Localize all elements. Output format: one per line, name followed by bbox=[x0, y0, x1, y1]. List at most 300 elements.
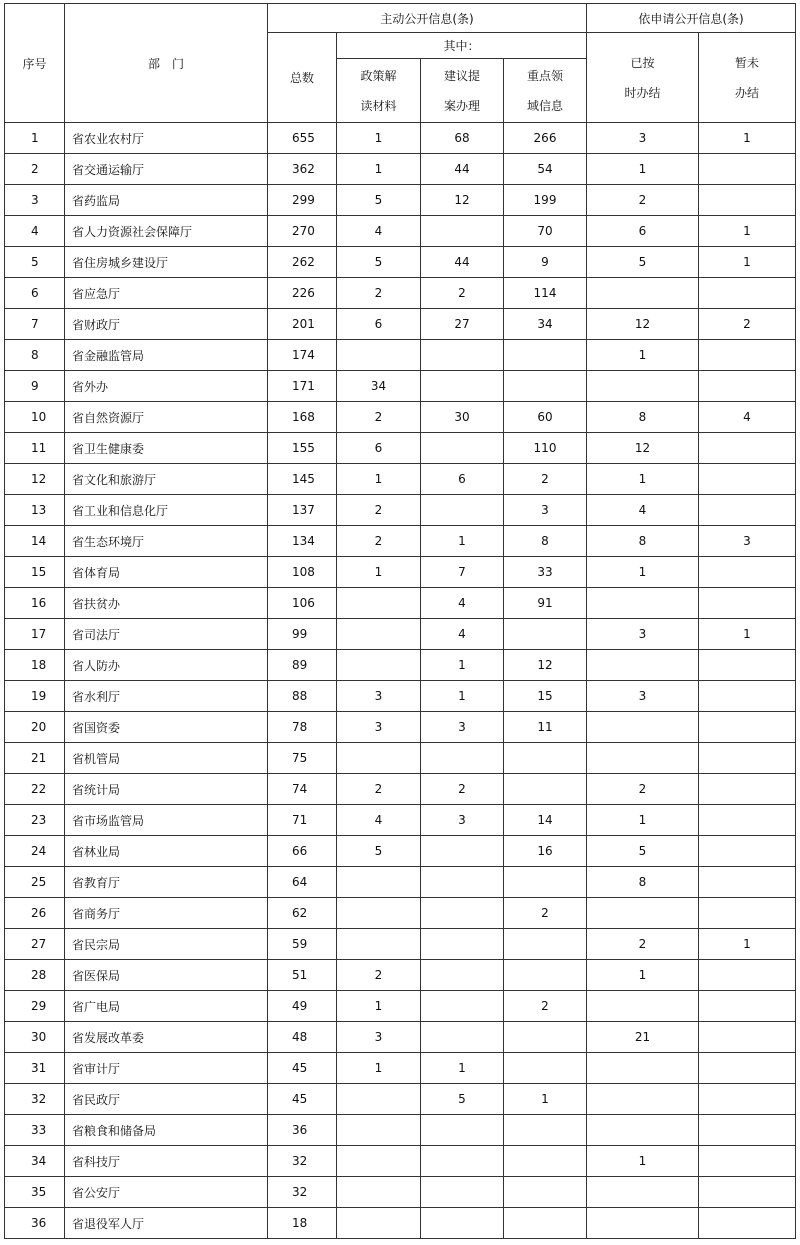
row-total: 18 bbox=[268, 1208, 337, 1239]
row-pending bbox=[699, 991, 796, 1022]
row-pending: 4 bbox=[699, 402, 796, 433]
row-department: 省住房城乡建设厅 bbox=[65, 247, 268, 278]
table-row bbox=[5, 1053, 796, 1084]
row-policy: 5 bbox=[337, 836, 421, 867]
row-proposal bbox=[421, 836, 504, 867]
row-policy: 2 bbox=[337, 402, 421, 433]
row-policy: 3 bbox=[337, 1022, 421, 1053]
row-done-on-time: 12 bbox=[587, 433, 699, 464]
header-department: 部 门 bbox=[65, 4, 268, 123]
row-pending: 1 bbox=[699, 619, 796, 650]
row-key-areas: 34 bbox=[504, 309, 587, 340]
row-department: 省工业和信息化厅 bbox=[65, 495, 268, 526]
row-key-areas: 8 bbox=[504, 526, 587, 557]
row-total: 99 bbox=[268, 619, 337, 650]
row-proposal: 3 bbox=[421, 805, 504, 836]
row-key-areas: 91 bbox=[504, 588, 587, 619]
table-row bbox=[5, 712, 796, 743]
row-total: 168 bbox=[268, 402, 337, 433]
row-proposal bbox=[421, 1022, 504, 1053]
row-done-on-time: 1 bbox=[587, 557, 699, 588]
row-index: 22 bbox=[5, 774, 65, 805]
row-done-on-time: 6 bbox=[587, 216, 699, 247]
row-pending bbox=[699, 1146, 796, 1177]
row-pending bbox=[699, 154, 796, 185]
row-proposal: 4 bbox=[421, 619, 504, 650]
row-key-areas: 14 bbox=[504, 805, 587, 836]
row-done-on-time: 3 bbox=[587, 619, 699, 650]
row-key-areas: 33 bbox=[504, 557, 587, 588]
row-key-areas bbox=[504, 743, 587, 774]
row-policy bbox=[337, 1177, 421, 1208]
row-pending: 1 bbox=[699, 123, 796, 154]
row-policy bbox=[337, 1115, 421, 1146]
row-total: 36 bbox=[268, 1115, 337, 1146]
row-proposal: 1 bbox=[421, 650, 504, 681]
table-row bbox=[5, 464, 796, 495]
row-index: 9 bbox=[5, 371, 65, 402]
row-department: 省发展改革委 bbox=[65, 1022, 268, 1053]
row-total: 106 bbox=[268, 588, 337, 619]
row-index: 13 bbox=[5, 495, 65, 526]
row-index: 16 bbox=[5, 588, 65, 619]
row-done-on-time: 3 bbox=[587, 681, 699, 712]
row-department: 省扶贫办 bbox=[65, 588, 268, 619]
table-row bbox=[5, 340, 796, 371]
table-row bbox=[5, 216, 796, 247]
header-active-disclosure: 主动公开信息(条) bbox=[268, 4, 587, 33]
row-done-on-time bbox=[587, 712, 699, 743]
row-department: 省商务厅 bbox=[65, 898, 268, 929]
table-row bbox=[5, 619, 796, 650]
row-proposal bbox=[421, 960, 504, 991]
row-pending bbox=[699, 557, 796, 588]
row-key-areas bbox=[504, 960, 587, 991]
row-done-on-time: 1 bbox=[587, 960, 699, 991]
row-key-areas: 2 bbox=[504, 898, 587, 929]
row-total: 201 bbox=[268, 309, 337, 340]
row-total: 45 bbox=[268, 1053, 337, 1084]
header-done-line1: 已按 bbox=[630, 55, 655, 70]
table-row bbox=[5, 526, 796, 557]
disclosure-table bbox=[4, 3, 796, 1239]
row-proposal: 1 bbox=[421, 526, 504, 557]
row-policy: 5 bbox=[337, 185, 421, 216]
row-total: 270 bbox=[268, 216, 337, 247]
row-total: 137 bbox=[268, 495, 337, 526]
row-pending bbox=[699, 433, 796, 464]
row-total: 71 bbox=[268, 805, 337, 836]
row-pending bbox=[699, 340, 796, 371]
row-pending: 2 bbox=[699, 309, 796, 340]
row-department: 省体育局 bbox=[65, 557, 268, 588]
row-index: 34 bbox=[5, 1146, 65, 1177]
row-done-on-time: 8 bbox=[587, 867, 699, 898]
row-index: 32 bbox=[5, 1084, 65, 1115]
table-row bbox=[5, 185, 796, 216]
row-done-on-time bbox=[587, 898, 699, 929]
header-key-line2: 域信息 bbox=[526, 98, 563, 113]
row-policy: 2 bbox=[337, 526, 421, 557]
row-key-areas bbox=[504, 1053, 587, 1084]
row-policy: 2 bbox=[337, 774, 421, 805]
row-proposal bbox=[421, 1115, 504, 1146]
row-department: 省退役军人厅 bbox=[65, 1208, 268, 1239]
table-row bbox=[5, 371, 796, 402]
row-index: 25 bbox=[5, 867, 65, 898]
row-index: 14 bbox=[5, 526, 65, 557]
row-total: 62 bbox=[268, 898, 337, 929]
row-policy bbox=[337, 929, 421, 960]
row-key-areas bbox=[504, 371, 587, 402]
row-policy bbox=[337, 650, 421, 681]
row-proposal: 5 bbox=[421, 1084, 504, 1115]
row-department: 省财政厅 bbox=[65, 309, 268, 340]
row-done-on-time bbox=[587, 1084, 699, 1115]
row-pending bbox=[699, 805, 796, 836]
row-department: 省自然资源厅 bbox=[65, 402, 268, 433]
row-done-on-time: 1 bbox=[587, 464, 699, 495]
header-pending-line1: 暂未 bbox=[734, 55, 759, 70]
row-department: 省交通运输厅 bbox=[65, 154, 268, 185]
table-row bbox=[5, 1177, 796, 1208]
row-policy: 3 bbox=[337, 712, 421, 743]
table-row bbox=[5, 557, 796, 588]
header-done-line2: 时办结 bbox=[624, 85, 661, 100]
row-pending bbox=[699, 960, 796, 991]
row-policy: 1 bbox=[337, 557, 421, 588]
row-department: 省卫生健康委 bbox=[65, 433, 268, 464]
row-proposal: 2 bbox=[421, 774, 504, 805]
row-index: 12 bbox=[5, 464, 65, 495]
row-done-on-time: 12 bbox=[587, 309, 699, 340]
row-index: 11 bbox=[5, 433, 65, 464]
row-department: 省人力资源社会保障厅 bbox=[65, 216, 268, 247]
row-total: 45 bbox=[268, 1084, 337, 1115]
row-proposal bbox=[421, 1146, 504, 1177]
row-department: 省应急厅 bbox=[65, 278, 268, 309]
row-index: 1 bbox=[5, 123, 65, 154]
row-proposal bbox=[421, 898, 504, 929]
row-department: 省金融监管局 bbox=[65, 340, 268, 371]
header-policy-line1: 政策解 bbox=[360, 68, 397, 83]
row-total: 48 bbox=[268, 1022, 337, 1053]
row-department: 省司法厅 bbox=[65, 619, 268, 650]
row-department: 省农业农村厅 bbox=[65, 123, 268, 154]
row-department: 省教育厅 bbox=[65, 867, 268, 898]
row-key-areas bbox=[504, 340, 587, 371]
row-policy: 6 bbox=[337, 433, 421, 464]
row-policy bbox=[337, 1208, 421, 1239]
header-pending-line2: 办结 bbox=[734, 85, 759, 100]
row-key-areas: 54 bbox=[504, 154, 587, 185]
header-proposal bbox=[421, 59, 504, 123]
row-key-areas: 110 bbox=[504, 433, 587, 464]
row-total: 66 bbox=[268, 836, 337, 867]
row-department: 省市场监管局 bbox=[65, 805, 268, 836]
row-key-areas bbox=[504, 1146, 587, 1177]
row-index: 24 bbox=[5, 836, 65, 867]
row-department: 省水利厅 bbox=[65, 681, 268, 712]
row-index: 26 bbox=[5, 898, 65, 929]
table-row bbox=[5, 588, 796, 619]
row-proposal: 3 bbox=[421, 712, 504, 743]
row-policy bbox=[337, 588, 421, 619]
row-total: 32 bbox=[268, 1146, 337, 1177]
table-row bbox=[5, 402, 796, 433]
row-key-areas: 60 bbox=[504, 402, 587, 433]
row-total: 78 bbox=[268, 712, 337, 743]
row-policy bbox=[337, 1084, 421, 1115]
header-policy-line2: 读材料 bbox=[360, 98, 397, 113]
row-pending bbox=[699, 464, 796, 495]
row-key-areas: 12 bbox=[504, 650, 587, 681]
row-index: 28 bbox=[5, 960, 65, 991]
row-policy bbox=[337, 340, 421, 371]
row-index: 35 bbox=[5, 1177, 65, 1208]
row-done-on-time bbox=[587, 743, 699, 774]
row-key-areas bbox=[504, 1208, 587, 1239]
row-total: 49 bbox=[268, 991, 337, 1022]
row-index: 17 bbox=[5, 619, 65, 650]
row-department: 省机管局 bbox=[65, 743, 268, 774]
row-key-areas: 9 bbox=[504, 247, 587, 278]
row-pending: 3 bbox=[699, 526, 796, 557]
row-policy bbox=[337, 1146, 421, 1177]
row-index: 36 bbox=[5, 1208, 65, 1239]
row-proposal bbox=[421, 340, 504, 371]
row-index: 6 bbox=[5, 278, 65, 309]
row-index: 27 bbox=[5, 929, 65, 960]
row-index: 18 bbox=[5, 650, 65, 681]
row-policy: 34 bbox=[337, 371, 421, 402]
row-pending bbox=[699, 1177, 796, 1208]
row-pending bbox=[699, 774, 796, 805]
row-department: 省医保局 bbox=[65, 960, 268, 991]
table-row bbox=[5, 836, 796, 867]
row-index: 2 bbox=[5, 154, 65, 185]
row-total: 134 bbox=[268, 526, 337, 557]
row-done-on-time: 1 bbox=[587, 805, 699, 836]
row-pending: 1 bbox=[699, 216, 796, 247]
table-row bbox=[5, 1115, 796, 1146]
row-proposal bbox=[421, 867, 504, 898]
row-policy: 4 bbox=[337, 805, 421, 836]
row-policy: 1 bbox=[337, 1053, 421, 1084]
table-header bbox=[5, 4, 796, 123]
row-policy bbox=[337, 619, 421, 650]
row-department: 省公安厅 bbox=[65, 1177, 268, 1208]
row-policy bbox=[337, 898, 421, 929]
row-proposal: 27 bbox=[421, 309, 504, 340]
row-department: 省广电局 bbox=[65, 991, 268, 1022]
row-department: 省审计厅 bbox=[65, 1053, 268, 1084]
row-department: 省外办 bbox=[65, 371, 268, 402]
row-total: 59 bbox=[268, 929, 337, 960]
row-department: 省药监局 bbox=[65, 185, 268, 216]
header-total: 总数 bbox=[268, 33, 337, 123]
header-index: 序号 bbox=[5, 4, 65, 123]
row-pending bbox=[699, 650, 796, 681]
row-total: 108 bbox=[268, 557, 337, 588]
row-total: 64 bbox=[268, 867, 337, 898]
row-proposal bbox=[421, 991, 504, 1022]
row-key-areas bbox=[504, 1022, 587, 1053]
row-policy: 1 bbox=[337, 123, 421, 154]
row-pending bbox=[699, 743, 796, 774]
table-row bbox=[5, 991, 796, 1022]
header-key-areas bbox=[504, 59, 587, 123]
row-index: 3 bbox=[5, 185, 65, 216]
row-done-on-time: 2 bbox=[587, 929, 699, 960]
row-done-on-time: 5 bbox=[587, 247, 699, 278]
table-row bbox=[5, 743, 796, 774]
row-index: 29 bbox=[5, 991, 65, 1022]
row-proposal: 1 bbox=[421, 681, 504, 712]
row-department: 省人防办 bbox=[65, 650, 268, 681]
table-row bbox=[5, 650, 796, 681]
row-key-areas bbox=[504, 1177, 587, 1208]
row-key-areas: 15 bbox=[504, 681, 587, 712]
row-proposal: 44 bbox=[421, 247, 504, 278]
row-done-on-time: 1 bbox=[587, 340, 699, 371]
row-done-on-time: 2 bbox=[587, 774, 699, 805]
table-row bbox=[5, 898, 796, 929]
row-key-areas: 3 bbox=[504, 495, 587, 526]
row-done-on-time bbox=[587, 588, 699, 619]
row-policy: 3 bbox=[337, 681, 421, 712]
row-key-areas: 2 bbox=[504, 991, 587, 1022]
table-row bbox=[5, 433, 796, 464]
row-policy bbox=[337, 743, 421, 774]
row-department: 省统计局 bbox=[65, 774, 268, 805]
row-done-on-time bbox=[587, 371, 699, 402]
table-row bbox=[5, 774, 796, 805]
row-index: 20 bbox=[5, 712, 65, 743]
table-row bbox=[5, 960, 796, 991]
row-total: 171 bbox=[268, 371, 337, 402]
row-policy: 6 bbox=[337, 309, 421, 340]
header-pending bbox=[699, 33, 796, 123]
row-department: 省生态环境厅 bbox=[65, 526, 268, 557]
row-pending bbox=[699, 836, 796, 867]
table-row bbox=[5, 1208, 796, 1239]
row-index: 4 bbox=[5, 216, 65, 247]
table-body bbox=[5, 123, 796, 1239]
row-index: 21 bbox=[5, 743, 65, 774]
header-proposal-line2: 案办理 bbox=[443, 98, 480, 113]
table-row bbox=[5, 867, 796, 898]
table-row bbox=[5, 247, 796, 278]
row-key-areas bbox=[504, 774, 587, 805]
row-pending bbox=[699, 1022, 796, 1053]
row-total: 75 bbox=[268, 743, 337, 774]
row-index: 15 bbox=[5, 557, 65, 588]
row-pending bbox=[699, 898, 796, 929]
row-proposal bbox=[421, 371, 504, 402]
header-policy bbox=[337, 59, 421, 123]
table-row bbox=[5, 929, 796, 960]
row-proposal: 7 bbox=[421, 557, 504, 588]
row-total: 226 bbox=[268, 278, 337, 309]
row-proposal: 44 bbox=[421, 154, 504, 185]
row-index: 8 bbox=[5, 340, 65, 371]
row-pending bbox=[699, 371, 796, 402]
row-proposal bbox=[421, 433, 504, 464]
row-done-on-time: 2 bbox=[587, 185, 699, 216]
row-total: 155 bbox=[268, 433, 337, 464]
table-row bbox=[5, 309, 796, 340]
row-policy: 2 bbox=[337, 495, 421, 526]
row-pending: 1 bbox=[699, 929, 796, 960]
row-pending bbox=[699, 278, 796, 309]
row-pending bbox=[699, 1208, 796, 1239]
row-key-areas: 1 bbox=[504, 1084, 587, 1115]
row-department: 省民政厅 bbox=[65, 1084, 268, 1115]
row-policy: 1 bbox=[337, 464, 421, 495]
row-done-on-time: 8 bbox=[587, 402, 699, 433]
table-row bbox=[5, 1084, 796, 1115]
header-of-which: 其中： bbox=[337, 33, 587, 59]
row-done-on-time bbox=[587, 991, 699, 1022]
row-index: 10 bbox=[5, 402, 65, 433]
table-row bbox=[5, 154, 796, 185]
row-key-areas bbox=[504, 867, 587, 898]
row-done-on-time: 1 bbox=[587, 154, 699, 185]
row-department: 省文化和旅游厅 bbox=[65, 464, 268, 495]
row-done-on-time: 4 bbox=[587, 495, 699, 526]
row-proposal: 30 bbox=[421, 402, 504, 433]
row-pending bbox=[699, 1053, 796, 1084]
row-key-areas: 114 bbox=[504, 278, 587, 309]
row-pending bbox=[699, 185, 796, 216]
row-done-on-time: 5 bbox=[587, 836, 699, 867]
row-key-areas: 2 bbox=[504, 464, 587, 495]
row-done-on-time bbox=[587, 1053, 699, 1084]
row-done-on-time: 8 bbox=[587, 526, 699, 557]
row-policy bbox=[337, 867, 421, 898]
row-done-on-time: 3 bbox=[587, 123, 699, 154]
row-policy: 5 bbox=[337, 247, 421, 278]
row-done-on-time bbox=[587, 1177, 699, 1208]
row-pending bbox=[699, 712, 796, 743]
table-row bbox=[5, 495, 796, 526]
table-row bbox=[5, 681, 796, 712]
row-key-areas: 11 bbox=[504, 712, 587, 743]
row-proposal bbox=[421, 216, 504, 247]
row-done-on-time bbox=[587, 650, 699, 681]
row-key-areas bbox=[504, 619, 587, 650]
row-key-areas: 199 bbox=[504, 185, 587, 216]
row-pending bbox=[699, 681, 796, 712]
row-proposal bbox=[421, 495, 504, 526]
row-pending bbox=[699, 1115, 796, 1146]
row-key-areas: 16 bbox=[504, 836, 587, 867]
table-row bbox=[5, 123, 796, 154]
row-index: 19 bbox=[5, 681, 65, 712]
row-index: 30 bbox=[5, 1022, 65, 1053]
row-total: 174 bbox=[268, 340, 337, 371]
row-policy: 1 bbox=[337, 991, 421, 1022]
row-index: 7 bbox=[5, 309, 65, 340]
row-department: 省粮食和储备局 bbox=[65, 1115, 268, 1146]
row-proposal bbox=[421, 929, 504, 960]
row-proposal: 68 bbox=[421, 123, 504, 154]
row-total: 299 bbox=[268, 185, 337, 216]
row-pending bbox=[699, 495, 796, 526]
row-department: 省林业局 bbox=[65, 836, 268, 867]
row-pending bbox=[699, 588, 796, 619]
